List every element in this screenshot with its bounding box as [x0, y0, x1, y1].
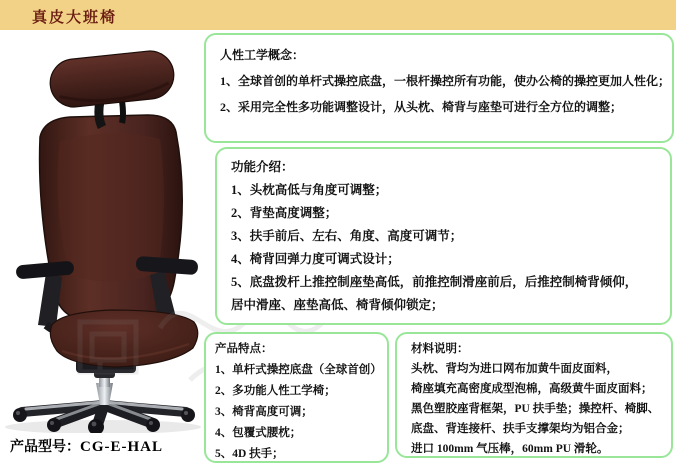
functions-item: 5、底盘拨杆上推控制座垫高低，前推控制滑座前后，后推控制椅背倾仰，	[231, 275, 638, 289]
materials-line: 进口 100mm 气压棒，60mm PU 滑轮。	[411, 443, 609, 455]
features-item: 1、单杆式操控底盘（全球首创）	[215, 364, 382, 376]
materials-line: 底盘、背连接杆、扶手支撑架均为铝合金；	[411, 423, 630, 435]
title-band	[0, 0, 676, 30]
functions-box	[215, 147, 672, 325]
functions-item: 2、背垫高度调整；	[231, 206, 338, 220]
ergonomics-item: 1、全球首创的单杆式操控底盘，一根杆操控所有功能，使办公椅的操控更加人性化；	[220, 74, 671, 88]
functions-title: 功能介绍：	[231, 160, 294, 174]
ergonomics-box	[204, 33, 674, 143]
features-item: 2、多功能人性工学椅；	[215, 385, 336, 397]
chair-illustration	[0, 33, 205, 433]
features-item: 5、4D 扶手；	[215, 448, 284, 460]
product-model-label: 产品型号：	[10, 440, 80, 455]
functions-item: 居中滑座、座垫高低、椅背倾仰锁定；	[231, 298, 444, 312]
materials-line: 椅座填充高密度成型泡棉，高级黄牛面皮面料；	[411, 383, 653, 395]
materials-line: 黑色塑胶座背框架，PU 扶手垫；操控杆、椅脚、	[411, 403, 660, 415]
ergonomics-title: 人性工学概念：	[220, 48, 305, 62]
product-model	[10, 436, 163, 456]
ergonomics-item: 2、采用完全性多功能调整设计，从头枕、椅背与座垫可进行全方位的调整；	[220, 100, 623, 114]
product-model-value: CG-E-HAL	[80, 439, 163, 455]
product-image-chair	[0, 33, 205, 433]
materials-line: 头枕、背均为进口网布加黄牛面皮面料，	[411, 363, 618, 375]
functions-item: 4、椅背回弹力度可调式设计；	[231, 252, 400, 266]
functions-item: 1、头枕高低与角度可调整；	[231, 183, 388, 197]
features-item: 4、包覆式腰枕；	[215, 427, 302, 439]
page-title: 真皮大班椅	[32, 10, 118, 26]
functions-item: 3、扶手前后、左右、角度、高度可调节；	[231, 229, 463, 243]
materials-title: 材料说明：	[411, 343, 469, 355]
features-box	[204, 332, 389, 463]
features-title: 产品特点：	[215, 343, 273, 355]
features-item: 3、椅背高度可调；	[215, 406, 313, 418]
materials-box	[395, 332, 673, 458]
